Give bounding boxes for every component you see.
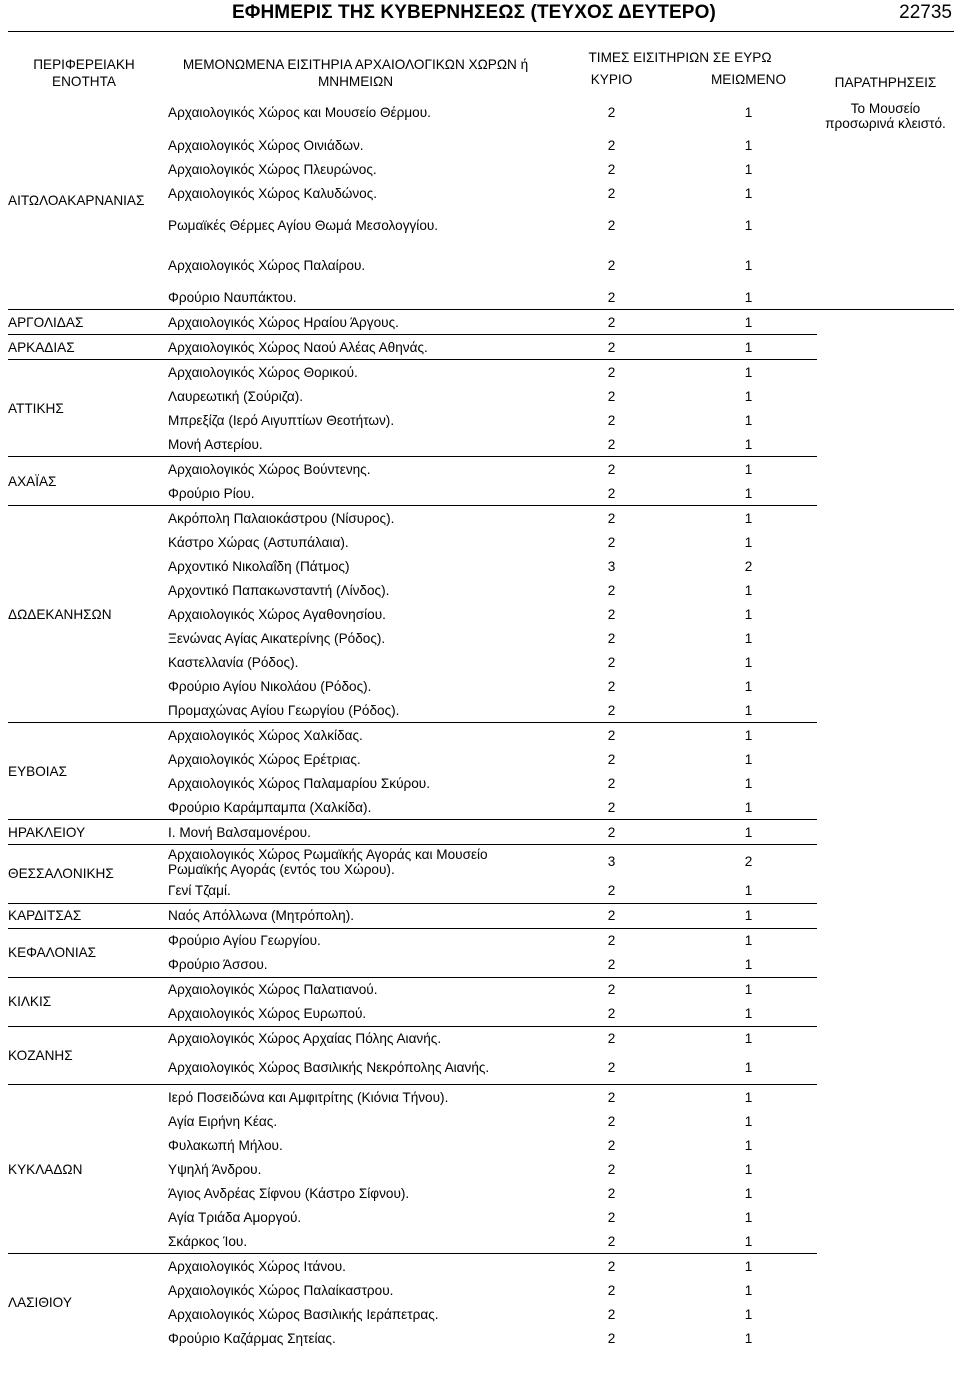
reduced-price: 1 xyxy=(744,1137,753,1153)
full-price: 2 xyxy=(607,1185,616,1201)
full-price: 2 xyxy=(607,1306,616,1322)
table-row xyxy=(8,903,954,928)
gazette-title: ΕΦΗΜΕΡΙΣ ΤΗΣ ΚΥΒΕΡΝΗΣΕΩΣ (ΤΕΥΧΟΣ ΔΕΥΤΕΡΟ) xyxy=(232,2,716,23)
reduced-price: 1 xyxy=(744,436,753,452)
full-price: 2 xyxy=(543,457,680,482)
table-row xyxy=(8,845,954,879)
full-price: 2 xyxy=(543,360,680,385)
reduced-price: 1 xyxy=(744,257,753,273)
full-price: 2 xyxy=(607,1233,616,1249)
reduced-price: 1 xyxy=(680,723,817,748)
site-name: Ιερό Ποσειδώνα και Αμφιτρίτης (Κιόνια Τήνου). xyxy=(160,1085,543,1110)
site-name: Φρούριο Άσσου. xyxy=(168,957,268,972)
full-price: 2 xyxy=(607,388,616,404)
full-price: 2 xyxy=(543,903,680,928)
table-row xyxy=(8,723,954,748)
reduced-price: 1 xyxy=(680,977,817,1002)
full-price: 3 xyxy=(543,845,680,879)
table-body xyxy=(8,91,954,1350)
full-price: 2 xyxy=(607,1059,616,1075)
table-row xyxy=(8,1026,954,1051)
reduced-price: 1 xyxy=(680,903,817,928)
reduced-price: 1 xyxy=(744,751,753,767)
reduced-price: 1 xyxy=(744,412,753,428)
site-name: Αρχαιολογικός Χώρος Παλαίκαστρου. xyxy=(168,1282,394,1298)
table-row xyxy=(8,977,954,1002)
reduced-price: 2 xyxy=(744,558,753,574)
reduced-price: 1 xyxy=(744,104,753,120)
full-price: 2 xyxy=(607,582,616,598)
reduced-price: 1 xyxy=(744,606,753,622)
site-column-header: ΜΕΜΟΝΩΜΕΝΑ ΕΙΣΙΤΗΡΙΑ ΑΡΧΑΙΟΛΟΓΙΚΩΝ ΧΩΡΩΝ ή ΜΝΗΜΕΙΩΝ xyxy=(182,57,529,89)
site-name: Αρχαιολογικός Χώρος Βασιλικής Ιεράπετρας. xyxy=(168,1306,439,1322)
full-price: 2 xyxy=(607,1113,616,1129)
site-name: Σκάρκος Ίου. xyxy=(168,1233,248,1249)
site-name: Καστελλανία (Ρόδος). xyxy=(168,654,299,670)
full-price: 2 xyxy=(543,723,680,748)
full-price: 2 xyxy=(607,751,616,767)
full-price: 2 xyxy=(543,820,680,845)
full-price: 2 xyxy=(607,185,616,201)
reduced-price: 1 xyxy=(744,1306,753,1322)
reduced-price: 1 xyxy=(680,335,817,360)
full-price: 2 xyxy=(607,1209,616,1225)
reduced-price: 1 xyxy=(744,630,753,646)
reduced-price: 1 xyxy=(680,457,817,482)
site-name: Αρχοντικό Νικολαΐδη (Πάτμος) xyxy=(168,558,350,574)
reduced-price: 1 xyxy=(744,799,753,815)
ticket-price-table xyxy=(8,46,954,1350)
region-name: ΕΥΒΟΙΑΣ xyxy=(8,723,160,820)
full-price: 2 xyxy=(607,606,616,622)
full-price: 2 xyxy=(607,137,616,153)
reduced-price: 1 xyxy=(744,775,753,791)
site-name: Αρχαιολογικός Χώρος Παλατιανού. xyxy=(160,977,543,1002)
reduced-price: 1 xyxy=(744,137,753,153)
reduced-price: 1 xyxy=(744,582,753,598)
table-row xyxy=(8,506,954,531)
table-row xyxy=(8,310,954,335)
site-name: Φρούριο Αγίου Νικολάου (Ρόδος). xyxy=(168,678,372,694)
reduced-price: 1 xyxy=(744,161,753,177)
table-row xyxy=(8,335,954,360)
full-price: 2 xyxy=(607,436,616,452)
site-name: Αρχοντικό Παπακωνσταντή (Λίνδος). xyxy=(168,582,390,598)
site-name: Αρχαιολογικός Χώρος Ηραίου Άργους. xyxy=(160,310,543,335)
site-name: Αρχαιολογικός Χώρος Πλευρώνος. xyxy=(168,161,377,177)
reduced-price: 1 xyxy=(744,485,753,501)
header-divider xyxy=(8,31,954,32)
region-name: ΑΧΑΪΑΣ xyxy=(8,457,160,506)
site-name: Αρχαιολογικός Χώρος Ιτάνου. xyxy=(160,1254,543,1279)
site-name: Φρούριο Ναυπάκτου. xyxy=(168,289,297,305)
full-price: 2 xyxy=(607,654,616,670)
region-name: ΘΕΣΣΑΛΟΝΙΚΗΣ xyxy=(8,845,160,904)
reduced-price: 1 xyxy=(744,1330,753,1346)
table-row xyxy=(8,360,954,385)
reduced-price: 1 xyxy=(680,360,817,385)
site-name: Αρχαιολογικός Χώρος Ερέτριας. xyxy=(168,751,361,767)
site-name: Αρχαιολογικός Χώρος Καλυδώνος. xyxy=(168,185,378,201)
prices-column-header: ΤΙΜΕΣ ΕΙΣΙΤΗΡΙΩΝ ΣΕ ΕΥΡΩ xyxy=(588,49,772,65)
site-name: Αρχαιολογικός Χώρος Αγαθονησίου. xyxy=(168,606,386,622)
site-name: Φρούριο Ρίου. xyxy=(168,485,255,501)
full-price: 2 xyxy=(607,702,616,718)
full-price: 2 xyxy=(607,217,616,233)
site-name: Άγιος Ανδρέας Σίφνου (Κάστρο Σίφνου). xyxy=(168,1185,410,1201)
reduced-price-column-header: ΜΕΙΩΜΕΝΟ xyxy=(710,72,787,88)
reduced-price: 1 xyxy=(680,1254,817,1279)
full-price: 2 xyxy=(543,1254,680,1279)
full-price: 3 xyxy=(607,558,616,574)
full-price-column-header: ΚΥΡΙΟ xyxy=(590,72,633,88)
site-name: Αρχαιολογικός Χώρος Ευρωπού. xyxy=(168,1006,367,1021)
site-name: Αρχαιολογικός Χώρος Βούντενης. xyxy=(160,457,543,482)
reduced-price: 1 xyxy=(744,883,753,898)
site-name: Φρούριο Καράμπαμπα (Χαλκίδα). xyxy=(168,799,372,815)
full-price: 2 xyxy=(607,257,616,273)
reduced-price: 1 xyxy=(744,534,753,550)
reduced-price: 1 xyxy=(744,702,753,718)
table-row xyxy=(8,820,954,845)
site-name: Μπρεξίζα (Ιερό Αιγυπτίων Θεοτήτων). xyxy=(168,412,395,428)
site-name: Φρούριο Αγίου Γεωργίου. xyxy=(160,928,543,953)
reduced-price: 1 xyxy=(744,289,753,305)
table-row xyxy=(8,1085,954,1110)
region-name: ΑΤΤΙΚΗΣ xyxy=(8,360,160,457)
table-row xyxy=(8,1254,954,1279)
site-name: Ι. Μονή Βαλσαμονέρου. xyxy=(160,820,543,845)
full-price: 2 xyxy=(543,1026,680,1051)
reduced-price: 1 xyxy=(744,1113,753,1129)
full-price: 2 xyxy=(543,310,680,335)
site-name: Λαυρεωτική (Σούριζα). xyxy=(168,388,304,404)
region-name: ΛΑΣΙΘΙΟΥ xyxy=(8,1254,160,1351)
full-price: 2 xyxy=(607,1161,616,1177)
region-name: ΑΙΤΩΛΟΑΚΑΡΝΑΝΙΑΣ xyxy=(8,192,145,208)
notes-column-header: ΠΑΡΑΤΗΡΗΣΕΙΣ xyxy=(834,75,937,90)
region-name: ΑΡΓΟΛΙΔΑΣ xyxy=(8,310,160,335)
table-row xyxy=(8,457,954,482)
reduced-price: 1 xyxy=(744,1006,753,1021)
reduced-price: 1 xyxy=(744,217,753,233)
reduced-price: 1 xyxy=(680,506,817,531)
full-price: 2 xyxy=(607,1137,616,1153)
full-price: 2 xyxy=(543,928,680,953)
site-name: Αρχαιολογικός Χώρος και Μουσείο Θέρμου. xyxy=(168,104,431,120)
full-price: 2 xyxy=(607,883,616,898)
site-name: Ακρόπολη Παλαιοκάστρου (Νίσυρος). xyxy=(160,506,543,531)
site-name: Αρχαιολογικός Χώρος Βασιλικής Νεκρόπολης Αιανής. xyxy=(168,1059,490,1075)
site-name: Φρούριο Καζάρμας Σητείας. xyxy=(168,1330,336,1346)
site-name: Προμαχώνας Αγίου Γεωργίου (Ρόδος). xyxy=(168,702,400,718)
full-price: 2 xyxy=(543,977,680,1002)
region-name: ΚΟΖΑΝΗΣ xyxy=(8,1026,160,1085)
site-name: Αρχαιολογικός Χώρος Παλαμαρίου Σκύρου. xyxy=(168,775,431,791)
region-name: ΚΕΦΑΛΟΝΙΑΣ xyxy=(8,928,160,977)
region-column-header: ΠΕΡΙΦΕΡΕΙΑΚΗ ΕΝΟΤΗΤΑ xyxy=(33,57,135,89)
remarks-note: Το Μουσείο προσωρινά κλειστό. xyxy=(825,101,946,131)
site-name: Γενί Τζαμί. xyxy=(168,883,231,898)
full-price: 2 xyxy=(607,104,616,120)
reduced-price: 1 xyxy=(744,1233,753,1249)
page-number: 22735 xyxy=(899,2,952,23)
full-price: 2 xyxy=(607,289,616,305)
reduced-price: 1 xyxy=(744,654,753,670)
full-price: 2 xyxy=(607,775,616,791)
reduced-price: 1 xyxy=(744,388,753,404)
reduced-price: 1 xyxy=(744,1282,753,1298)
reduced-price: 1 xyxy=(744,1059,753,1075)
full-price: 2 xyxy=(607,678,616,694)
full-price: 2 xyxy=(607,412,616,428)
reduced-price: 1 xyxy=(680,928,817,953)
full-price: 2 xyxy=(607,1330,616,1346)
region-name: ΔΩΔΕΚΑΝΗΣΩΝ xyxy=(8,506,160,723)
table-row xyxy=(8,91,954,133)
full-price: 2 xyxy=(543,335,680,360)
full-price: 2 xyxy=(607,161,616,177)
region-name: ΗΡΑΚΛΕΙΟΥ xyxy=(8,820,160,845)
region-name: ΚΥΚΛΑΔΩΝ xyxy=(8,1085,160,1254)
full-price: 2 xyxy=(607,799,616,815)
site-name: Ρωμαϊκές Θέρμες Αγίου Θωμά Μεσολογγίου. xyxy=(168,217,439,233)
site-name: Αρχαιολογικός Χώρος Αρχαίας Πόλης Αιανής. xyxy=(160,1026,543,1051)
site-name: Μονή Αστερίου. xyxy=(168,436,263,452)
site-name: Αρχαιολογικός Χώρος Παλαίρου. xyxy=(168,257,366,273)
reduced-price: 1 xyxy=(744,957,753,972)
full-price: 2 xyxy=(607,485,616,501)
site-name: Υψηλή Άνδρου. xyxy=(168,1161,262,1177)
region-name: ΚΙΛΚΙΣ xyxy=(8,977,160,1026)
site-name: Ξενώνας Αγίας Αικατερίνης (Ρόδος). xyxy=(168,630,386,646)
reduced-price: 1 xyxy=(680,310,817,335)
site-name: Ναός Απόλλωνα (Μητρόπολη). xyxy=(160,903,543,928)
site-name: Αρχαιολογικός Χώρος Ρωμαϊκής Αγοράς και Μουσείο Ρωμαϊκής Αγοράς (εντός του Χώρου). xyxy=(160,845,543,879)
full-price: 2 xyxy=(607,1282,616,1298)
reduced-price: 1 xyxy=(744,1209,753,1225)
site-name: Φυλακωπή Μήλου. xyxy=(168,1137,283,1153)
remarks-empty xyxy=(817,310,954,1351)
region-name: ΑΡΚΑΔΙΑΣ xyxy=(8,335,160,360)
reduced-price: 1 xyxy=(744,185,753,201)
site-name: Αρχαιολογικός Χώρος Οινιάδων. xyxy=(168,137,364,153)
site-name: Αρχαιολογικός Χώρος Θορικού. xyxy=(160,360,543,385)
full-price: 2 xyxy=(607,534,616,550)
reduced-price: 1 xyxy=(744,1185,753,1201)
reduced-price: 1 xyxy=(744,678,753,694)
reduced-price: 1 xyxy=(744,1161,753,1177)
full-price: 2 xyxy=(607,1006,616,1021)
site-name: Αγία Ειρήνη Κέας. xyxy=(168,1113,278,1129)
table-row xyxy=(8,928,954,953)
reduced-price: 1 xyxy=(680,1085,817,1110)
full-price: 2 xyxy=(543,1085,680,1110)
full-price: 2 xyxy=(607,957,616,972)
full-price: 2 xyxy=(543,506,680,531)
site-name: Αρχαιολογικός Χώρος Χαλκίδας. xyxy=(160,723,543,748)
site-name: Αγία Τριάδα Αμοργού. xyxy=(168,1209,302,1225)
site-name: Αρχαιολογικός Χώρος Ναού Αλέας Αθηνάς. xyxy=(160,335,543,360)
region-name: ΚΑΡΔΙΤΣΑΣ xyxy=(8,903,160,928)
reduced-price: 1 xyxy=(680,820,817,845)
reduced-price: 1 xyxy=(680,1026,817,1051)
full-price: 2 xyxy=(607,630,616,646)
reduced-price: 2 xyxy=(680,845,817,879)
site-name: Κάστρο Χώρας (Αστυπάλαια). xyxy=(168,534,349,550)
